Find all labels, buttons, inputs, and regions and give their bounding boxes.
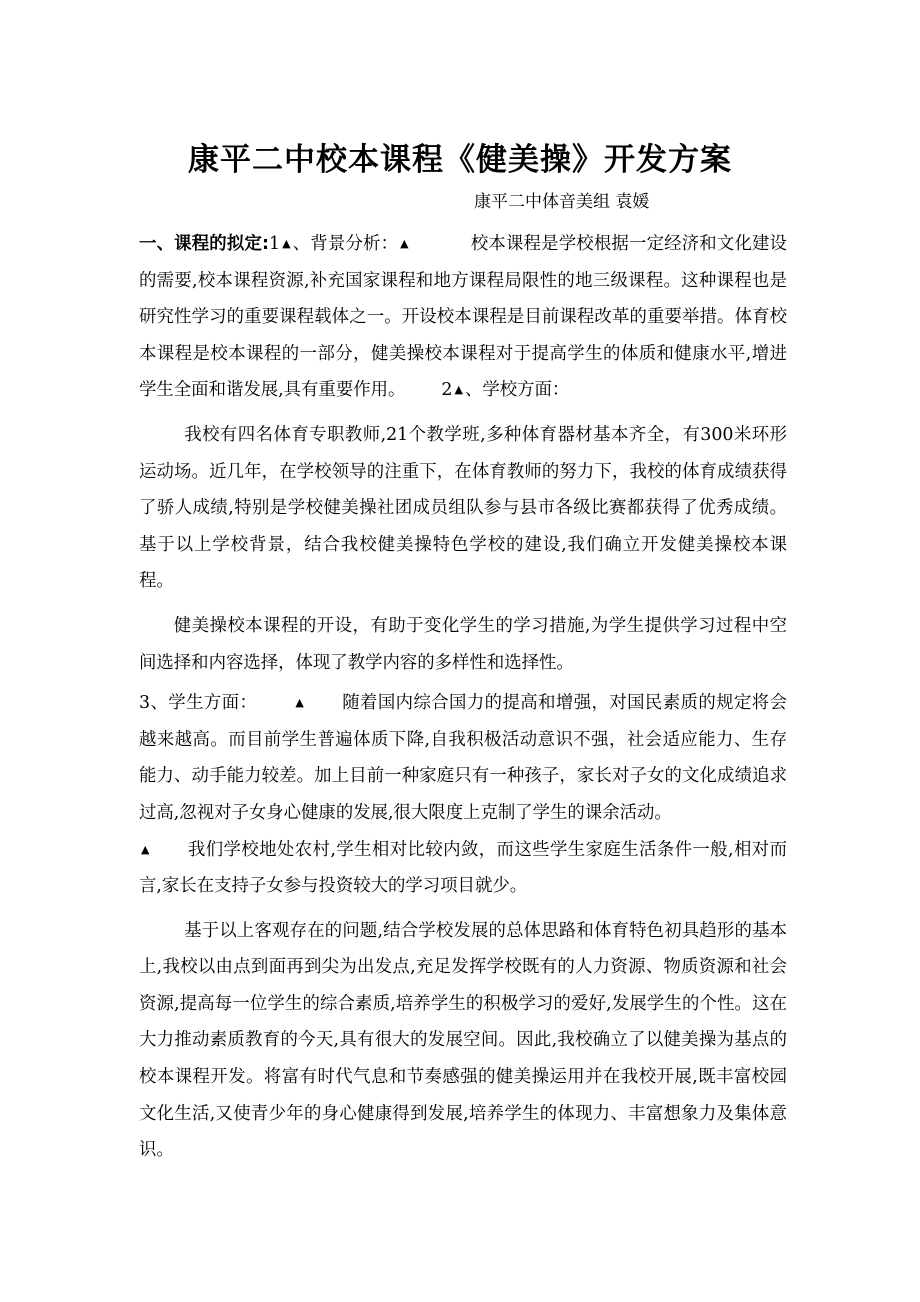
paragraph-background <box>139 226 787 409</box>
bullet-mark-icon: ▲ <box>141 842 150 856</box>
paragraph-text: 随着国内综合国力的提高和增强，对国民素质的规定将会越来越高。而目前学生普遍体质下降,自我积极活动意识不强，社会适应能力、生存能力、动手能力较差。加上目前一种家庭只有一种孩子，家长对子女的文化成绩追求过高,忽视对子女身心健康的发展,很大限度上克制了学生的课余活动。 <box>139 693 787 823</box>
bullet-mark-icon: ▲ <box>400 237 409 250</box>
document-title: 康平二中校本课程《健美操》开发方案 <box>188 142 732 178</box>
paragraph-school: 我校有四名体育专职教师,21个教学班,多种体育器材基本齐全，有300米环形运动场。近几年，在学校领导的注重下，在体育教师的努力下，我校的体育成绩获得了骄人成绩,特别是学校健美操社团成员组队参与县市各级比赛都获得了优秀成绩。基于以上学校背景，结合我校健美操特色学校的建设,我们确立开发健美操校本课程。 <box>139 424 787 592</box>
paragraph-text: 校本课程是学校根据一定经济和文化建设的需要,校本课程资源,补充国家课程和地方课程局限性的地三级课程。这种课程也是研究性学习的重要课程载体之一。开设校本课程是目前课程改革的重要举措。体育校本课程是校本课程的一部分，健美操校本课程对于提高学生的体质和健康水平,增进学生全面和谐发展,具有重要作用。 <box>139 234 787 401</box>
bullet-mark-icon: ▲ <box>295 696 304 710</box>
item-label: 、学校方面： <box>464 380 570 401</box>
paragraph-course-benefit: 健美操校本课程的开设，有助于变化学生的学习措施,为学生提供学习过程中空间选择和内容选择，体现了教学内容的多样性和选择性。 <box>139 615 787 673</box>
paragraph-rural <box>139 832 787 905</box>
item-label: 3、学生方面： <box>139 693 258 714</box>
item-number: 2 <box>441 380 453 401</box>
section-heading: 一、课程的拟定: <box>139 234 269 254</box>
paragraph-students <box>139 685 787 831</box>
item-number: 1 <box>268 234 281 254</box>
paragraph-text: 我们学校地处农村,学生相对比较内敛，而这些学生家庭生活条件一般,相对而言,家长在支持子女参与投资较大的学习项目就少。 <box>139 839 787 897</box>
document-author: 康平二中体音美组 袁媛 <box>474 192 650 212</box>
document-body <box>139 226 787 1169</box>
paragraph-conclusion: 基于以上客观存在的问题,结合学校发展的总体思路和体育特色初具趋形的基本上,我校以由点到面再到尖为出发点,充足发挥学校既有的人力资源、物质资源和社会资源,提高每一位学生的综合素质,培养学生的积极学习的爱好,发展学生的个性。这在大力推动素质教育的今天,具有很大的发展空间。因此,我校确立了以健美操为基点的校本课程开发。将富有时代气息和节奏感强的健美操运用并在我校开展,既丰富校园文化生活,又使青少年的身心健康得到发展,培养学生的体现力、丰富想象力及集体意识。 <box>139 920 787 1161</box>
bullet-mark-icon: ▲ <box>454 383 463 397</box>
item-label: 、背景分析： <box>292 234 399 254</box>
bullet-mark-icon: ▲ <box>282 237 291 250</box>
